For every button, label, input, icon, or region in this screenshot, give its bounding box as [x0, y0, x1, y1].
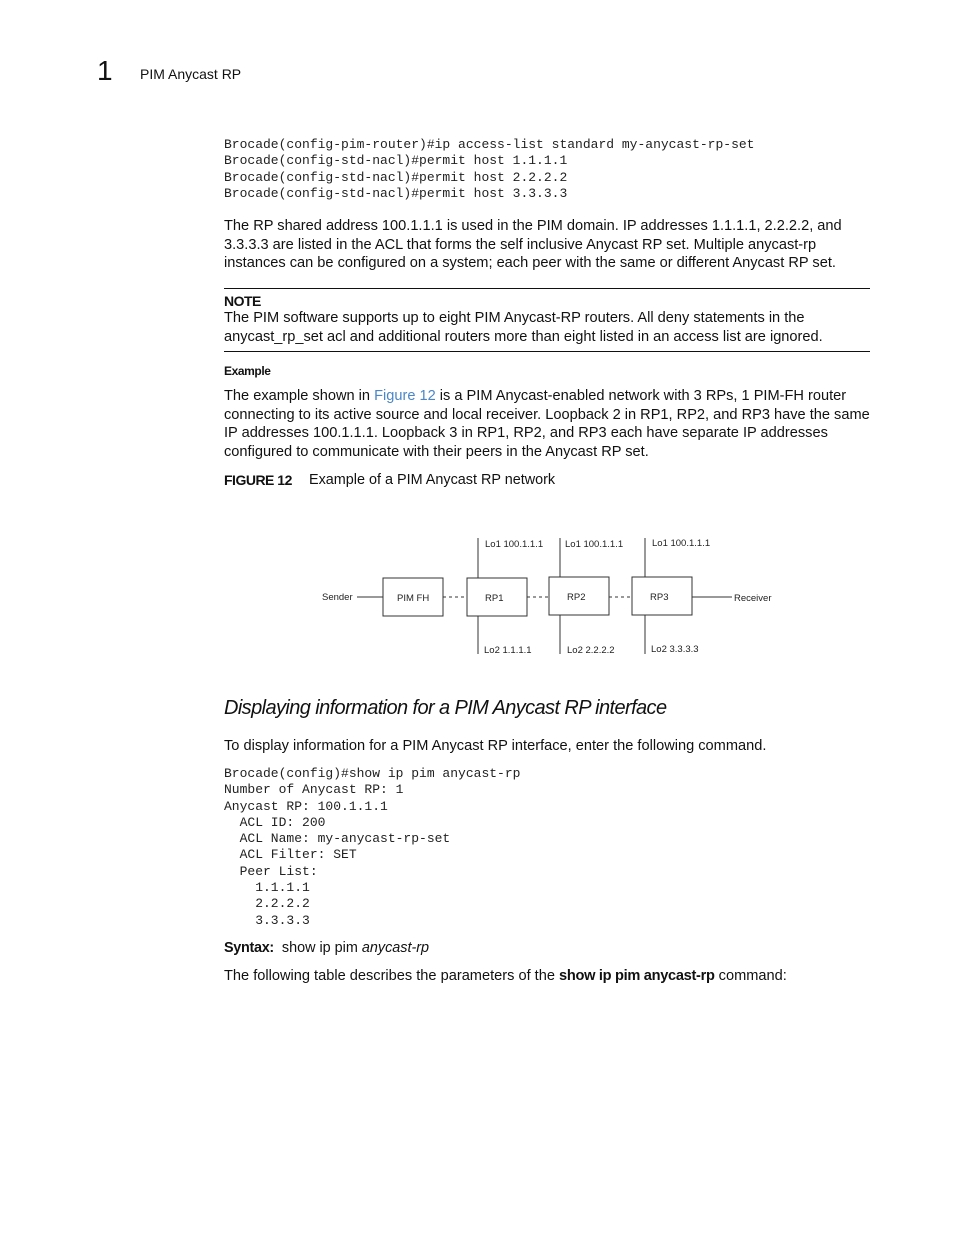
sender-label: Sender — [322, 592, 353, 603]
example-text-after: is a PIM Anycast-enabled network with 3 RPs, 1 PIM-FH router connecting to its active source and local receiver. Loopback 2 in RP1, RP2, and RP3 have the same IP addresses 100.1.1.1. Loopback 3 in RP1, RP2, and RP3 each have separate IP addresses configured to communicate with their peers in the Anycast RP set. — [224, 388, 870, 461]
receiver-label: Receiver — [734, 593, 772, 604]
code-line: ACL ID: 200 — [224, 814, 326, 830]
running-header-title: PIM Anycast RP — [140, 66, 242, 82]
table-intro-before: The following table describes the parameters of the — [224, 968, 560, 984]
note-label: NOTE — [224, 293, 261, 309]
rp2-lo1-label: Lo1 100.1.1.1 — [565, 539, 624, 550]
code-line: Brocade(config-std-nacl)#permit host 2.2.2.2 — [224, 169, 568, 185]
rp1-lo1-label: Lo1 100.1.1.1 — [485, 539, 544, 550]
example-label: Example — [224, 364, 271, 378]
table-intro — [224, 967, 874, 986]
figure-label: FIGURE 12 — [224, 472, 292, 488]
code-block-show-anycast — [224, 766, 520, 929]
code-line: Anycast RP: 100.1.1.1 — [224, 798, 388, 814]
rp3-lo2-label: Lo2 3.3.3.3 — [651, 644, 699, 655]
note-text: The PIM software supports up to eight PIM Anycast-RP routers. All deny statements in the anycast_rp_set acl and additional routers more than eight listed in an access list are ignored. — [224, 310, 823, 345]
rp2-label: RP2 — [567, 592, 586, 603]
pim-fh-label: PIM FH — [397, 593, 430, 604]
section-intro: To display information for a PIM Anycast RP interface, enter the following command. — [224, 738, 767, 754]
code-line: Brocade(config-std-nacl)#permit host 3.3.3.3 — [224, 185, 568, 201]
rp3-lo1-label: Lo1 100.1.1.1 — [652, 538, 711, 549]
code-line: Number of Anycast RP: 1 — [224, 782, 404, 798]
chapter-number: 1 — [97, 55, 113, 86]
code-line: ACL Filter: SET — [224, 847, 357, 863]
syntax-command: show ip pim — [281, 940, 362, 956]
code-line: 3.3.3.3 — [224, 912, 310, 928]
code-line: 1.1.1.1 — [224, 880, 310, 896]
section-heading: Displaying information for a PIM Anycast RP interface — [224, 697, 667, 719]
rp1-label: RP1 — [485, 593, 504, 604]
syntax-label: Syntax: — [224, 940, 274, 956]
rp1-lo2-label: Lo2 1.1.1.1 — [484, 645, 532, 656]
figure-12-link[interactable]: Figure 12 — [374, 388, 436, 404]
table-intro-command: show ip pim anycast-rp — [559, 968, 715, 984]
code-line: Peer List: — [224, 863, 318, 879]
code-line: Brocade(config)#show ip pim anycast-rp — [224, 766, 521, 781]
example-text-before: The example shown in — [224, 388, 375, 404]
figure-caption: Example of a PIM Anycast RP network — [309, 472, 556, 488]
table-intro-after: command: — [714, 968, 787, 984]
code-line: ACL Name: my-anycast-rp-set — [224, 831, 451, 847]
code-line: Brocade(config-std-nacl)#permit host 1.1.1.1 — [224, 153, 568, 169]
code-line: 2.2.2.2 — [224, 896, 310, 912]
syntax-argument: anycast-rp — [361, 940, 430, 956]
syntax-line — [224, 940, 429, 956]
code-line: Brocade(config-pim-router)#ip access-list standard my-anycast-rp-set — [224, 137, 755, 152]
paragraph-rp-shared-address: The RP shared address 100.1.1.1 is used in the PIM domain. IP addresses 1.1.1.1, 2.2.2.2, and 3.3.3.3 are listed in the ACL that forms the self inclusive Anycast RP set. Multiple anycast-rp instances can be configured on a system; each peer with the same or different Anycast RP set. — [224, 218, 842, 272]
rp2-lo2-label: Lo2 2.2.2.2 — [567, 645, 615, 656]
rp3-label: RP3 — [650, 592, 669, 603]
